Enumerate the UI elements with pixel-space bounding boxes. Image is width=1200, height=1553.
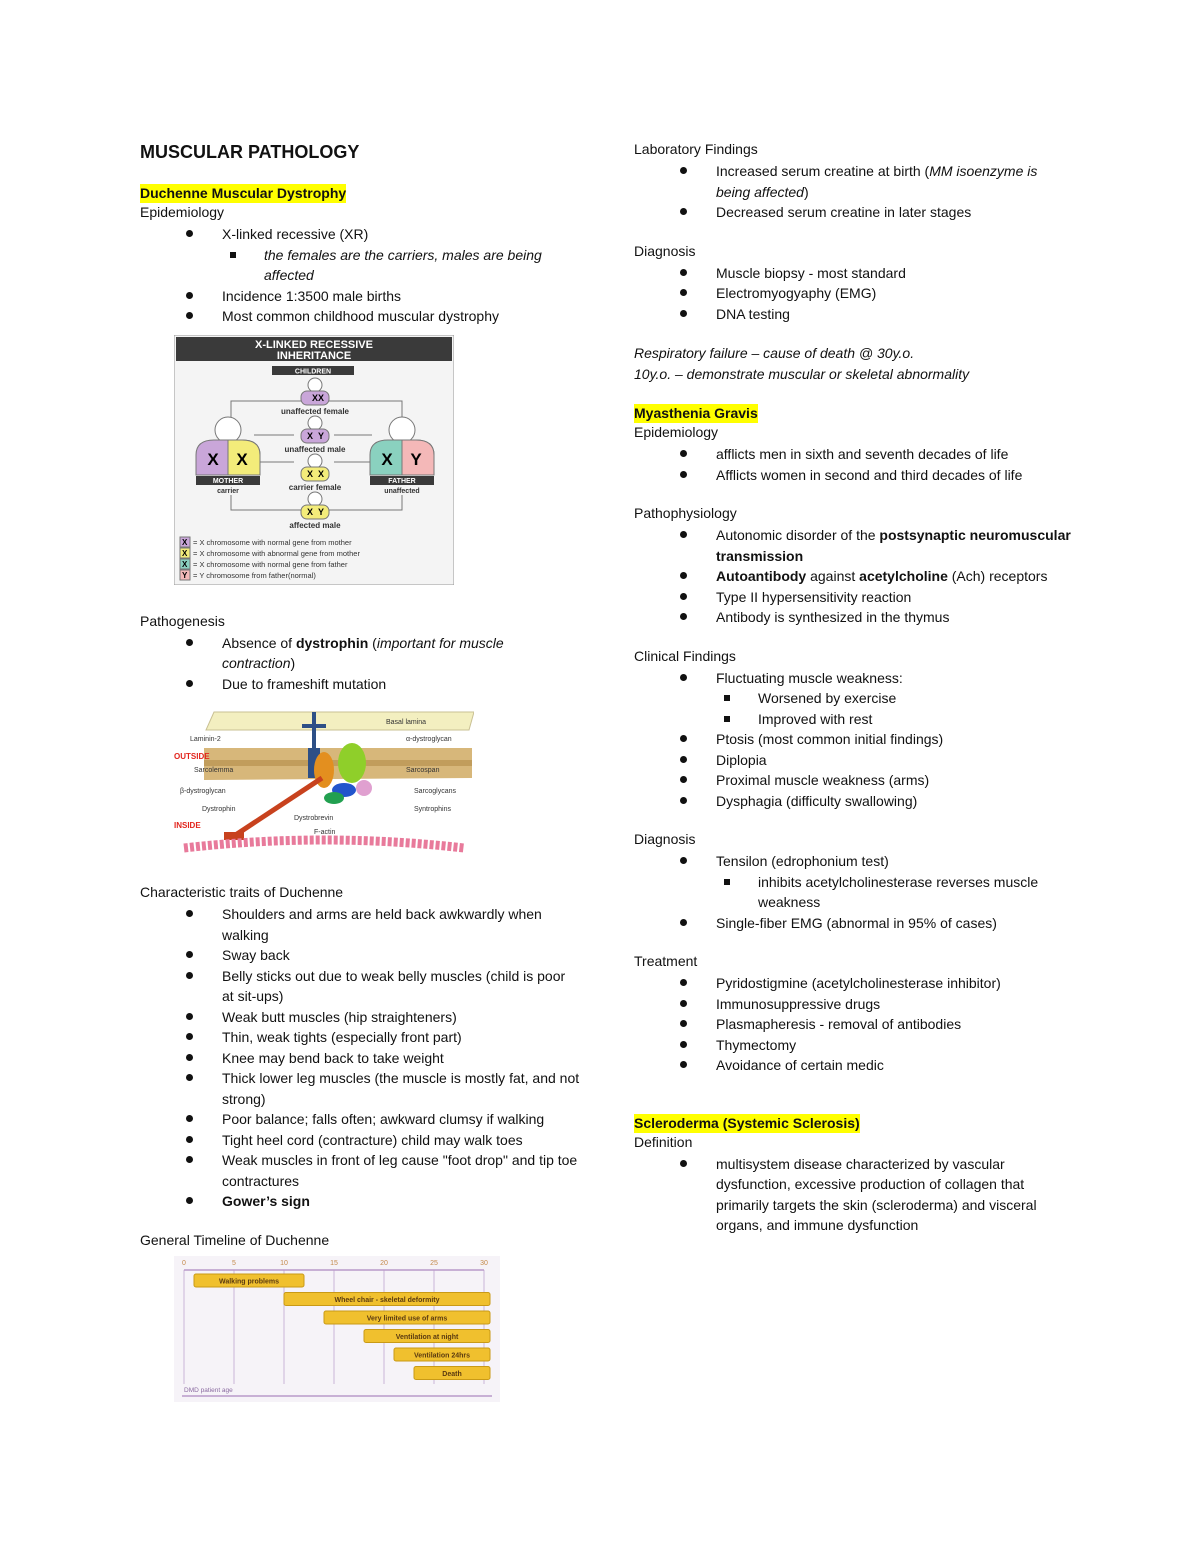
note-age: 10y.o. – demonstrate muscular or skeletal abnormality <box>634 366 970 382</box>
father-sub-label: unaffected <box>384 487 420 495</box>
timeline-tick-label: 10 <box>280 1259 288 1267</box>
mother-x-normal: X <box>207 449 219 469</box>
chromosome-x: X <box>306 430 314 441</box>
list-item: afflicts men in sixth and seventh decades of life <box>716 444 1074 465</box>
list-item: inhibits acetylcholinesterase reverses muscle weakness <box>758 872 1074 913</box>
list-item: Type II hypersensitivity reaction <box>716 587 1074 608</box>
list-item: Proximal muscle weakness (arms) <box>716 770 1074 791</box>
dystrophin-complex-figure <box>174 708 580 861</box>
list-item: Belly sticks out due to weak belly muscles (child is poor at sit-ups) <box>222 966 580 1007</box>
traits-label: Characteristic traits of Duchenne <box>140 884 344 900</box>
list-item: Autoantibody against acetylcholine (Ach) receptors <box>716 566 1074 587</box>
list-item: Fluctuating muscle weakness: Worsened by exercise Improved with rest <box>716 668 1074 730</box>
factin-label: F-actin <box>314 829 336 836</box>
timeline-tick-label: 5 <box>232 1259 236 1267</box>
timeline-tick-label: 20 <box>380 1259 388 1267</box>
xlinked-inheritance-figure <box>174 335 580 590</box>
mg-epidemiology-label: Epidemiology <box>634 424 719 440</box>
list-item: Decreased serum creatine in later stages <box>716 202 1074 223</box>
list-item: DNA testing <box>716 304 1074 325</box>
beta-dystroglycan-label: β-dystroglycan <box>180 788 226 795</box>
children-label: CHILDREN <box>294 368 332 375</box>
scleroderma-definition-list <box>634 1154 1074 1236</box>
timeline-bar-label: Ventilation at night <box>395 1333 459 1341</box>
timeline-bar-label: Walking problems <box>218 1278 280 1285</box>
timeline-axis-label: DMD patient age <box>184 1386 233 1394</box>
list-item: Most common childhood muscular dystrophy <box>222 306 580 327</box>
dystrophin-diagram <box>174 708 474 856</box>
list-item: the females are the carriers, males are being affected <box>264 245 580 286</box>
list-item: Antibody is synthesized in the thymus <box>716 607 1074 628</box>
left-column <box>140 140 580 1415</box>
dmd-heading: Duchenne Muscular Dystrophy <box>140 185 347 201</box>
xlinked-title-1: X-LINKED RECESSIVE <box>255 338 373 351</box>
timeline-bar-label: Ventilation 24hrs <box>413 1352 471 1359</box>
unaffected-male-label: unaffected male <box>284 444 346 454</box>
list-item: Immunosuppressive drugs <box>716 994 1074 1015</box>
list-item: Due to frameshift mutation <box>222 674 580 695</box>
list-item: Weak butt muscles (hip straighteners) <box>222 1007 580 1028</box>
sub-list <box>716 872 1074 913</box>
syntrophins-label: Syntrophins <box>414 806 451 813</box>
sarcospan-label: Sarcospan <box>406 767 440 774</box>
timeline-tick-label: 0 <box>182 1259 186 1267</box>
timeline-bar-label: Death <box>442 1370 462 1378</box>
traits-list <box>140 904 580 1212</box>
list-item: Tensilon (edrophonium test) inhibits acetylcholinesterase reverses muscle weakness <box>716 851 1074 913</box>
list-item: Gower’s sign <box>222 1191 580 1212</box>
chromosome-y: Y <box>317 506 325 517</box>
diagnosis-list <box>634 263 1074 325</box>
list-item: Thick lower leg muscles (the muscle is mostly fat, and not strong) <box>222 1068 580 1109</box>
list-item: Muscle biopsy - most standard <box>716 263 1074 284</box>
list-item: Ptosis (most common initial findings) <box>716 729 1074 750</box>
laminin-label: Laminin-2 <box>190 736 221 743</box>
dmd-notes <box>634 343 1074 385</box>
legend-text-4: = Y chromosome from father(normal) <box>193 570 316 580</box>
father-x: X <box>381 449 393 469</box>
list-item: Thin, weak tights (especially front part) <box>222 1027 580 1048</box>
basal-lamina-label: Basal lamina <box>386 719 427 726</box>
list-item: Dysphagia (difficulty swallowing) <box>716 791 1074 812</box>
list-item: Shoulders and arms are held back awkwardly when walking <box>222 904 580 945</box>
list-item: Weak muscles in front of leg cause "foot drop" and tip toe contractures <box>222 1150 580 1191</box>
timeline-bar-label: Wheel chair - skeletal deformity <box>334 1296 440 1304</box>
mg-pathophysiology-list <box>634 525 1074 628</box>
list-item: Poor balance; falls often; awkward clumsy if walking <box>222 1109 580 1130</box>
right-column <box>634 140 1074 1236</box>
chromosome-x: X <box>311 392 319 403</box>
legend-x-1: X <box>182 537 188 547</box>
father-y: Y <box>410 449 422 469</box>
list-item: Improved with rest <box>758 709 1074 730</box>
timeline-label: General Timeline of Duchenne <box>140 1231 330 1248</box>
legend-text-3: = X chromosome with normal gene from father <box>193 559 348 569</box>
lab-findings-list <box>634 161 1074 223</box>
mg-clinical-list <box>634 668 1074 812</box>
mg-treatment-label: Treatment <box>634 953 698 969</box>
sarcoglycans-label: Sarcoglycans <box>414 788 457 795</box>
list-item: Afflicts women in second and third decades of life <box>716 465 1074 486</box>
list-item: Absence of dystrophin (important for muscle contraction) <box>222 633 580 674</box>
xlinked-title-2: INHERITANCE <box>276 349 352 362</box>
timeline-tick-label: 15 <box>330 1259 338 1267</box>
pathogenesis-list <box>140 633 580 695</box>
mother-sub-label: carrier <box>217 487 239 495</box>
diagnosis-label: Diagnosis <box>634 242 696 259</box>
sarcolemma-label: Sarcolemma <box>194 767 234 774</box>
scleroderma-heading: Scleroderma (Systemic Sclerosis) <box>634 1114 860 1131</box>
dystrophin-label: Dystrophin <box>202 806 236 813</box>
father-label: FATHER <box>388 477 416 485</box>
dystrobrevin-label: Dystrobrevin <box>294 815 334 822</box>
list-item: Sway back <box>222 945 580 966</box>
legend-text-1: = X chromosome with normal gene from mother <box>193 537 352 547</box>
list-item: Incidence 1:3500 male births <box>222 286 580 307</box>
mg-heading: Myasthenia Gravis <box>634 405 758 421</box>
list-item: Tight heel cord (contracture) child may walk toes <box>222 1130 580 1151</box>
list-item: Increased serum creatine at birth (MM isoenzyme is being affected) <box>716 161 1074 202</box>
timeline-figure <box>174 1256 580 1407</box>
mg-epidemiology-list <box>634 444 1074 485</box>
outside-label: OUTSIDE <box>174 752 210 761</box>
inside-label: INSIDE <box>174 821 201 830</box>
mg-diagnosis-label: Diagnosis <box>634 831 696 847</box>
timeline-tick-label: 25 <box>430 1259 438 1267</box>
list-item: multisystem disease characterized by vascular dysfunction, excessive production of collagen that primarily targets the skin (scleroderma) and visceral organs, and immune dysfunction <box>716 1154 1074 1236</box>
mg-pathophysiology-label: Pathophysiology <box>634 505 737 521</box>
pathogenesis-label: Pathogenesis <box>140 612 225 629</box>
sub-list <box>222 245 580 286</box>
list-item: Autonomic disorder of the postsynaptic neuromuscular transmission <box>716 525 1074 566</box>
list-item: Single-fiber EMG (abnormal in 95% of cases) <box>716 913 1074 934</box>
list-item: Avoidance of certain medic <box>716 1055 1074 1076</box>
lab-findings-label: Laboratory Findings <box>634 141 758 157</box>
list-item: Worsened by exercise <box>758 688 1074 709</box>
list-item: Plasmapheresis - removal of antibodies <box>716 1014 1074 1035</box>
mother-x-abnormal: X <box>236 449 248 469</box>
mg-clinical-label: Clinical Findings <box>634 647 736 664</box>
list-item: Knee may bend back to take weight <box>222 1048 580 1069</box>
sub-list <box>716 688 1074 729</box>
alpha-dystroglycan-label: α-dystroglycan <box>406 736 452 743</box>
list-item: Thymectomy <box>716 1035 1074 1056</box>
chromosome-x: X <box>317 392 325 403</box>
dmd-epidemiology-list <box>140 224 580 327</box>
mg-diagnosis-list <box>634 851 1074 933</box>
timeline-tick-label: 30 <box>480 1259 488 1267</box>
list-item: Pyridostigmine (acetylcholinesterase inhibitor) <box>716 973 1074 994</box>
legend-y: Y <box>182 570 188 580</box>
dmd-epidemiology-label: Epidemiology <box>140 204 225 220</box>
legend-x-2: X <box>182 548 188 558</box>
mg-treatment-list <box>634 973 1074 1076</box>
xlinked-diagram <box>174 335 454 585</box>
timeline-chart <box>174 1256 500 1402</box>
list-item: Diplopia <box>716 750 1074 771</box>
timeline-bar-label: Very limited use of arms <box>366 1315 448 1322</box>
unaffected-female-label: unaffected female <box>280 406 350 416</box>
carrier-female-label: carrier female <box>288 482 342 492</box>
chromosome-y: Y <box>317 430 325 441</box>
scleroderma-definition-label: Definition <box>634 1133 693 1150</box>
list-item: Electromyogyaphy (EMG) <box>716 283 1074 304</box>
mother-label: MOTHER <box>212 477 244 485</box>
legend-text-2: = X chromosome with abnormal gene from mother <box>193 548 360 558</box>
chromosome-x: X <box>306 468 314 479</box>
affected-male-label: affected male <box>289 520 341 530</box>
list-item: X-linked recessive (XR) the females are the carriers, males are being affected <box>222 224 580 286</box>
chromosome-x: X <box>317 468 325 479</box>
legend-x-3: X <box>182 559 188 569</box>
chromosome-x: X <box>306 506 314 517</box>
document-title: MUSCULAR PATHOLOGY <box>140 142 360 162</box>
note-respiratory: Respiratory failure – cause of death @ 30y.o. <box>634 345 915 361</box>
